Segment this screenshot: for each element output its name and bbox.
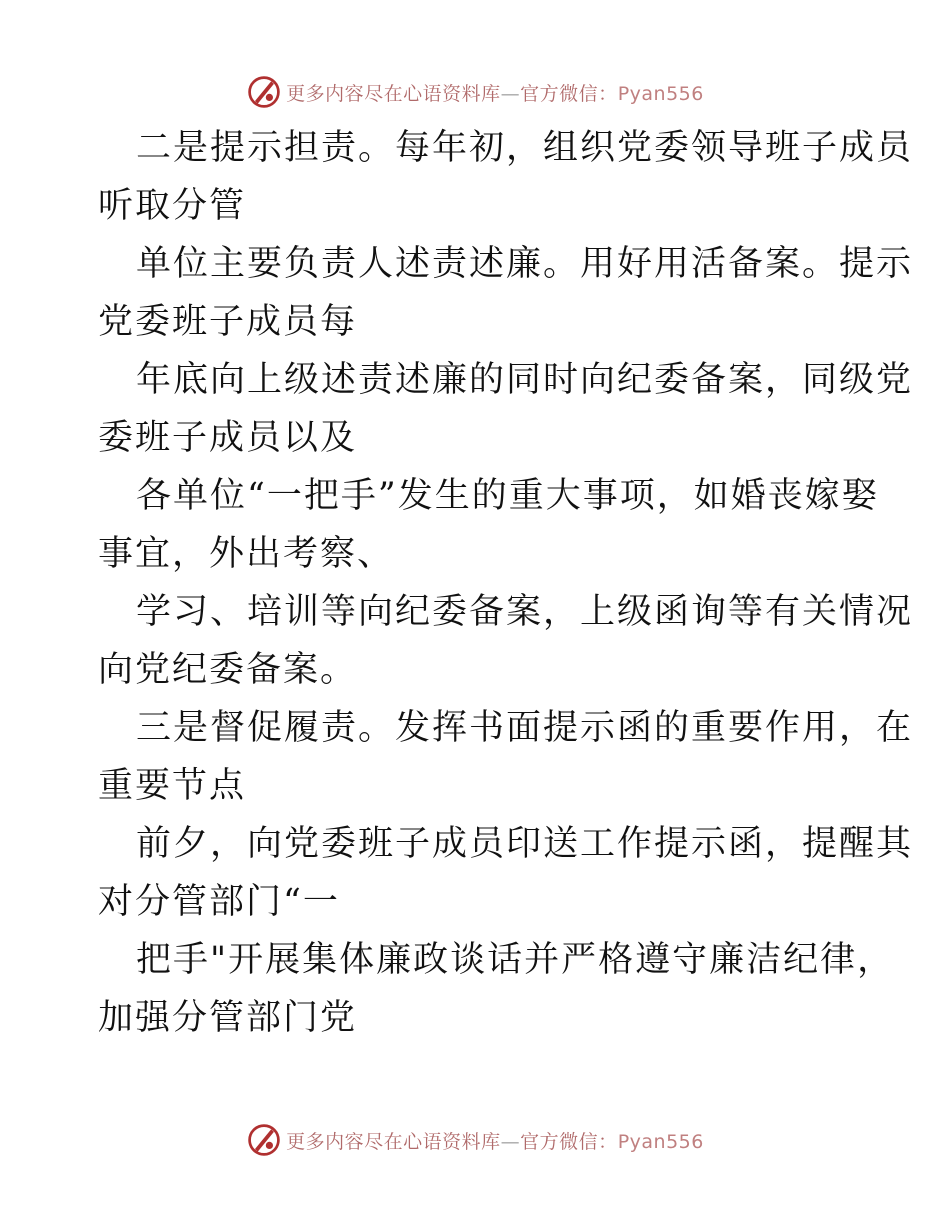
- watermark-separator: —: [500, 82, 521, 105]
- paragraph-line: 前夕，向党委班子成员印送工作提示函，提醒其: [136, 824, 914, 864]
- watermark-main: 更多内容尽在心语资料库: [286, 1130, 501, 1153]
- watermark-separator: —: [500, 1130, 521, 1153]
- watermark-footer: [0, 1120, 950, 1160]
- watermark-wechat-label: 官方微信：: [520, 82, 618, 105]
- paragraph-line: 重要节点: [98, 766, 247, 806]
- watermark-main: 更多内容尽在心语资料库: [286, 82, 501, 105]
- quill-pen-seal-icon: [246, 74, 282, 110]
- paragraph-line: 事宜，外出考察、: [98, 534, 395, 574]
- watermark-wechat-id: Pyan556: [617, 82, 704, 105]
- paragraph-line: 对分管部门“一: [98, 882, 340, 922]
- watermark-wechat-label: 官方微信：: [520, 1130, 618, 1153]
- paragraph-line: 年底向上级述责述廉的同时向纪委备案，同级党: [136, 360, 914, 400]
- watermark-text: [286, 1127, 704, 1154]
- paragraph-line: 把手"开展集体廉政谈话并严格遵守廉洁纪律，: [136, 940, 895, 980]
- paragraph-line: 各单位“一把手”发生的重大事项，如婚丧嫁娶: [136, 476, 879, 516]
- watermark-header: [0, 72, 950, 112]
- paragraph-line: 三是督促履责。发挥书面提示函的重要作用，在: [136, 708, 914, 748]
- paragraph-line: 加强分管部门党: [98, 998, 358, 1038]
- paragraph-line: 委班子成员以及: [98, 418, 358, 458]
- paragraph-line: 单位主要负责人述责述廉。用好用活备案。提示: [136, 244, 914, 284]
- watermark-text: [286, 79, 704, 106]
- paragraph-line: 学习、培训等向纪委备案，上级函询等有关情况: [136, 592, 914, 632]
- paragraph-line: 二是提示担责。每年初，组织党委领导班子成员: [136, 128, 914, 168]
- quill-pen-seal-icon: [246, 1122, 282, 1158]
- paragraph-line: 党委班子成员每: [98, 302, 358, 342]
- paragraph-line: 听取分管: [98, 186, 247, 226]
- paragraph-line: 向党纪委备案。: [98, 650, 358, 690]
- watermark-wechat-id: Pyan556: [617, 1130, 704, 1153]
